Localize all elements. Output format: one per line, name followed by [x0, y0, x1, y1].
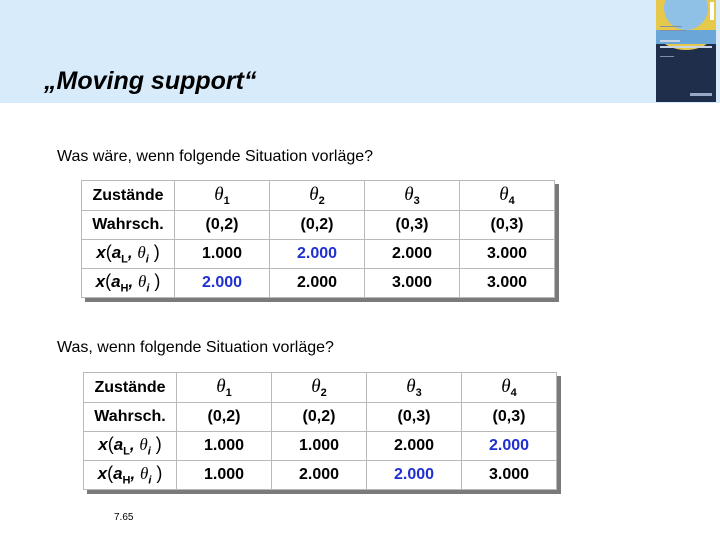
- table-cell: 1.000: [177, 432, 272, 461]
- table-cell: 2.000: [270, 240, 365, 269]
- states-table-2: [83, 372, 557, 490]
- table-cell: 2.000: [365, 240, 460, 269]
- table-row: [84, 403, 557, 432]
- table-cell: 2.000: [367, 432, 462, 461]
- table-cell: 2.000: [270, 269, 365, 298]
- table-cell: 2.000: [175, 269, 270, 298]
- row-label-payoff-ah: $x(a_H$, $\theta_i$ ): [84, 461, 177, 490]
- state-header-theta-4: $\theta_4$: [460, 181, 555, 211]
- table-row: [84, 432, 557, 461]
- question-2: Was, wenn folgende Situation vorläge?: [57, 339, 334, 356]
- states-header-label: Zustände: [84, 373, 177, 403]
- state-header-theta-1: $\theta_1$: [177, 373, 272, 403]
- table-cell: 2.000: [462, 432, 557, 461]
- table-cell: (0,2): [175, 211, 270, 240]
- row-label-probability: Wahrsch.: [84, 403, 177, 432]
- page-number: 7.65: [114, 512, 134, 523]
- states-table-1: [81, 180, 555, 298]
- question-1: Was wäre, wenn folgende Situation vorläge?: [57, 148, 374, 165]
- table-row: [82, 211, 555, 240]
- table-row: [84, 461, 557, 490]
- state-header-theta-3: $\theta_3$: [367, 373, 462, 403]
- table-cell: 2.000: [272, 461, 367, 490]
- state-header-theta-4: $\theta_4$: [462, 373, 557, 403]
- book-cover-image: [656, 0, 716, 102]
- header-row: [82, 181, 555, 211]
- table-cell: (0,3): [462, 403, 557, 432]
- row-label-payoff-ah: $x(a_H$, $\theta_i$ ): [82, 269, 175, 298]
- header-row: [84, 373, 557, 403]
- state-header-theta-3: $\theta_3$: [365, 181, 460, 211]
- state-header-theta-1: $\theta_1$: [175, 181, 270, 211]
- table-cell: 2.000: [367, 461, 462, 490]
- slide-title: „Moving support“: [44, 67, 257, 95]
- table-cell: (0,2): [177, 403, 272, 432]
- table-cell: 1.000: [175, 240, 270, 269]
- row-label-probability: Wahrsch.: [82, 211, 175, 240]
- table-cell: (0,3): [365, 211, 460, 240]
- table-cell: (0,3): [367, 403, 462, 432]
- table-cell: (0,2): [270, 211, 365, 240]
- row-label-payoff-al: $x(a_L$, $\theta_i$ ): [82, 240, 175, 269]
- states-header-label: Zustände: [82, 181, 175, 211]
- state-header-theta-2: $\theta_2$: [272, 373, 367, 403]
- state-header-theta-2: $\theta_2$: [270, 181, 365, 211]
- table-cell: 1.000: [272, 432, 367, 461]
- table-row: [82, 269, 555, 298]
- table-cell: (0,2): [272, 403, 367, 432]
- table-cell: 3.000: [462, 461, 557, 490]
- table-cell: 3.000: [460, 269, 555, 298]
- table-row: [82, 240, 555, 269]
- row-label-payoff-al: $x(a_L$, $\theta_i$ ): [84, 432, 177, 461]
- table-cell: (0,3): [460, 211, 555, 240]
- table-cell: 3.000: [365, 269, 460, 298]
- table-cell: 1.000: [177, 461, 272, 490]
- table-cell: 3.000: [460, 240, 555, 269]
